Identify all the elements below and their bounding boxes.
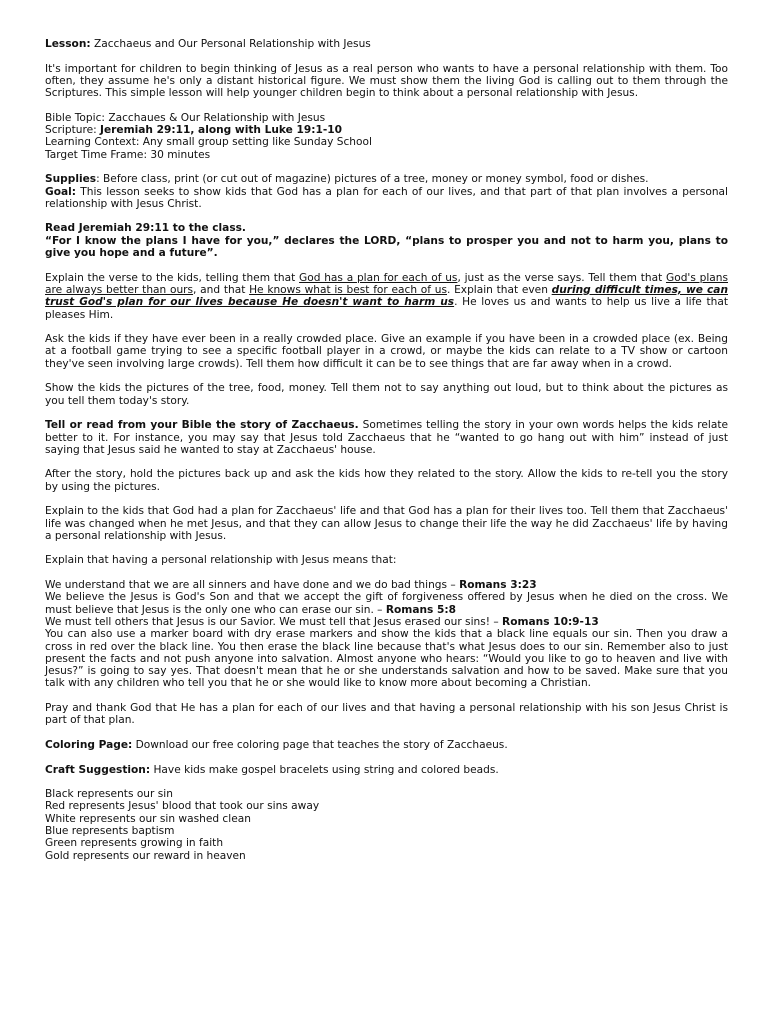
- target-time: Target Time Frame: 30 minutes: [45, 148, 211, 161]
- list-item: Black represents our sin: [45, 788, 173, 801]
- read-verse: [45, 222, 728, 259]
- learning-context: Learning Context: Any small group setting like Sunday School: [45, 136, 372, 149]
- list-item: Red represents Jesus' blood that took our sins away: [45, 800, 320, 813]
- means-paragraph: Explain that having a personal relationship with Jesus means that:: [45, 554, 397, 567]
- crowded-paragraph: Ask the kids if they have ever been in a really crowded place. Give an example if you have been in a crowded place (ex. Being at a football game trying to see a specific football player in a crowd, or maybe the kids can relate to a TV show or cartoon they've seen involving large crowds). Tell them how difficult it can be to see things that are far away when in a crowd.: [45, 333, 728, 370]
- supplies: Supplies: Before class, print (or cut out of magazine) pictures of a tree, money or money symbol, food or dishes.: [45, 173, 649, 186]
- scripture: Scripture: Jeremiah 29:11, along with Luke 19:1-10: [45, 124, 343, 137]
- bead-colors-list: [45, 788, 728, 862]
- explain-paragraph: Explain the verse to the kids, telling them that God has a plan for each of us, just as the verse says. Tell them that God's plans are always better than ours, and that He knows what is best for each of us. Explain that even during difficult times, we can trust God's plan for our lives because He doesn't want to harm us. He loves us and wants to help us live a life that pleases Him.: [45, 271, 729, 321]
- point-marker-board: You can also use a marker board with dry erase markers and show the kids that a black line equals our sin. Then you draw a cross in red over the black line. You then erase the black line because that's what Jesus does to our sin. Remember also to just present the facts and not push anyone into salvation. Almost anyone who hears: “Would you like to go to heaven and live with Jesus?” is going to say yes. That doesn't mean that he or she understands salvation and how to be saved. Make sure that you talk with any children who tell you that he or she would like to know more about becoming a Christian.: [45, 628, 728, 690]
- point-believe: We believe the Jesus is God's Son and that we accept the gift of forgiveness offered by Jesus when he died on the cross. We must believe that Jesus is the only one who can erase our sin. – Romans 5:8: [45, 591, 728, 616]
- list-item: Blue represents baptism: [45, 825, 175, 837]
- supplies-goal: [45, 173, 728, 210]
- read-heading: Read Jeremiah 29:11 to the class.: [45, 222, 246, 235]
- bible-topic: Bible Topic: Zacchaues & Our Relationship with Jesus: [45, 111, 326, 124]
- point-sinners: We understand that we are all sinners and have done and we do bad things – Romans 3:23: [45, 579, 537, 592]
- point-tell-others: We must tell others that Jesus is our Savior. We must tell that Jesus erased our sins! – Romans 10:9-13: [45, 615, 599, 628]
- coloring-page: Coloring Page: Download our free coloring page that teaches the story of Zacchaeus.: [45, 738, 508, 751]
- plan-paragraph: Explain to the kids that God had a plan for Zacchaeus' life and that God has a plan for their lives too. Tell them that Zacchaeus' life was changed when he met Jesus, and that they can allow Jesus to change their life the way he did Zacchaeus' life by having a personal relationship with Jesus.: [45, 505, 728, 542]
- goal: Goal: This lesson seeks to show kids that God has a plan for each of our lives, and that part of that plan involves a personal relationship with Jesus Christ.: [45, 185, 728, 210]
- list-item: Green represents growing in faith: [45, 837, 224, 850]
- craft-suggestion: Craft Suggestion: Have kids make gospel bracelets using string and colored beads.: [45, 763, 499, 776]
- list-item: White represents our sin washed clean: [45, 812, 251, 825]
- lesson-meta: [45, 112, 728, 161]
- after-paragraph: After the story, hold the pictures back up and ask the kids how they related to the story. Allow the kids to re-tell you the story by using the pictures.: [45, 468, 728, 493]
- pictures-paragraph: Show the kids the pictures of the tree, food, money. Tell them not to say anything out loud, but to think about the pictures as you tell them today's story.: [45, 382, 728, 407]
- verse-quote: “For I know the plans I have for you,” declares the LORD, “plans to prosper you and not to harm you, plans to give you hope and a future”.: [45, 234, 728, 260]
- lesson-heading: Lesson: Zacchaeus and Our Personal Relationship with Jesus: [45, 38, 371, 50]
- pray-paragraph: Pray and thank God that He has a plan for each of our lives and that having a personal relationship with his son Jesus Christ is part of that plan.: [45, 702, 728, 727]
- tell-paragraph: Tell or read from your Bible the story of Zacchaeus. Sometimes telling the story in your own words helps the kids relate better to it. For instance, you may say that Jesus told Zacchaeus that he “wanted to go hang out with him” instead of just saying that Jesus said he wanted to stay at Zacchaeus' house.: [45, 419, 728, 456]
- intro-paragraph: It's important for children to begin thinking of Jesus as a real person who wants to have a personal relationship with them. Too often, they assume he's only a distant historical figure. We must show them the living God is calling out to them through the Scriptures. This simple lesson will help younger children begin to think about a personal relationship with Jesus.: [45, 62, 728, 100]
- list-item: Gold represents our reward in heaven: [45, 849, 246, 862]
- relationship-points: [45, 579, 728, 690]
